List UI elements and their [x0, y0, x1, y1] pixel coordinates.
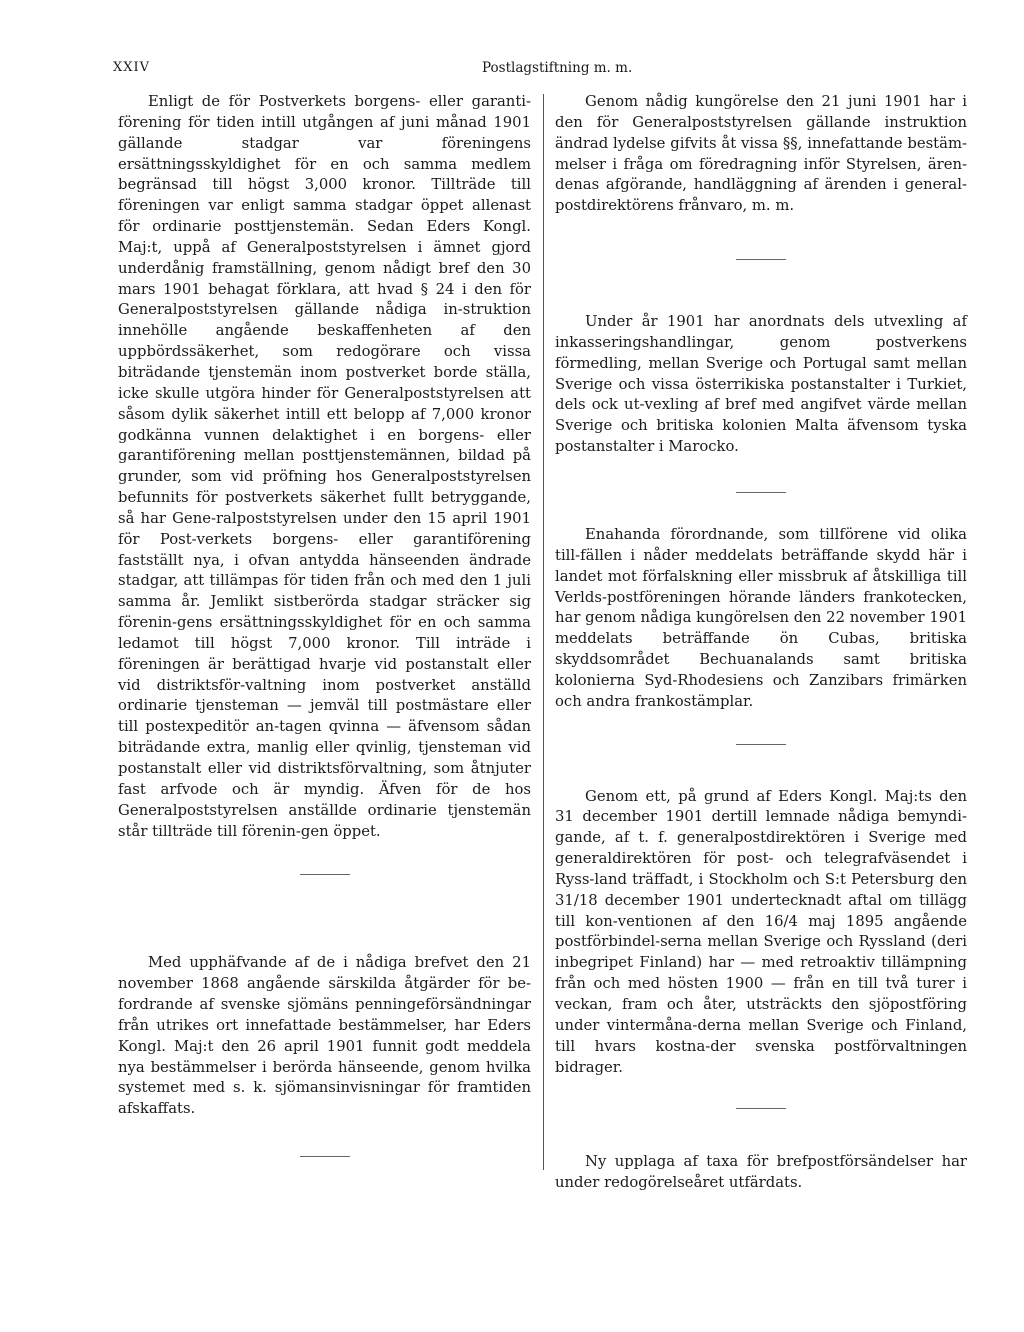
paragraph-sjomansinvisningar: Med upphäfvande af de i nådiga brefvet den 21 november 1868 angående särskilda åtgärder för be-fordrande af svenske sjömäns penningeförsändningar från utrikes ort innefattade bestämmelser, har Eders Kongl. Maj:t den 26 april 1901 funnit godt meddela nya bestämmelser i berörda hänseende, genom hvilka systemet med s. k. sjömansinvisningar för framtiden afskaffats. — [118, 954, 531, 1118]
right-column — [555, 92, 967, 1194]
section-separator — [736, 1108, 786, 1109]
section-separator — [300, 1156, 350, 1157]
section-separator — [736, 744, 786, 745]
page-header — [0, 60, 1024, 84]
paragraph-frankotecken: Enahanda förordnande, som tillförene vid olika till-fällen i nåder meddelats beträffande skydd här i landet mot förfalskning eller missbruk af åtskilliga till Verlds-postföreningen hörande länders frankotecken, har genom nådiga kungörelsen den 22 november 1901 meddelats beträffande ön Cubas, britiska skyddsområdet Bechuanalands samt britiska kolonierna Syd-Rhodesiens och Zanzibars frimärken och andra frankostämplar. — [555, 525, 967, 710]
section-separator — [300, 874, 350, 875]
paragraph-sjopostforing: Genom ett, på grund af Eders Kongl. Maj:ts den 31 december 1901 dertill lemnade nådiga bemyndi-gande, af t. f. generalpostdirektören i Sverige med generaldirektören för post- och telegrafväsendet i Ryss-land träffadt, i Stockholm och S:t Petersburg den 31/18 december 1901 undertecknadt aftal om tillägg till kon-ventionen af den 16/4 maj 1895 angående postförbindel-serna mellan Sverige och Ryssland (deri inbegripet Finland) har — med retroaktiv tillämpning från och med hösten 1900 — från en till två turer i veckan, fram och åter, utsträckts den sjöpostföring under vintermåna-derna mellan Sverige och Finland, till hvars kostna-der svenska postförvaltningen bidrager. — [555, 787, 967, 1076]
page-number: XXIV — [113, 60, 151, 75]
paragraph-instruktion: Genom nådig kungörelse den 21 juni 1901 har i den för Generalpoststyrelsen gällande instruktion ändrad lydelse gifvits åt vissa §§, innefattande bestäm-melser i fråga om föredragning inför Styrelsen, ären-denas afgörande, handläggning af ärenden i general-postdirektörens frånvaro, m. m. — [555, 93, 967, 215]
running-title: Postlagstiftning m. m. — [482, 60, 633, 76]
paragraph-inkasseringshandlingar: Under år 1901 har anordnats dels utvexling af inkasseringshandlingar, genom postverkens förmedling, mellan Sverige och Portugal samt mellan Sverige och vissa österrikiska postanstalter i Turkiet, dels ock ut-vexling af bref med angifvet värde mellan Sverige och britiska kolonien Malta äfvensom tyska postanstalter i Marocko. — [555, 313, 967, 456]
section-separator — [736, 492, 786, 493]
paragraph-borgensforening: Enligt de för Postverkets borgens- eller garanti-förening för tiden intill utgången af juni månad 1901 gällande stadgar var föreningens ersättningsskyldighet för en och samma medlem begränsad till högst 3,000 kronor. Tillträde till föreningen var enligt samma stadgar öppet allenast för ordinarie posttjenstemän. Sedan Eders Kongl. Maj:t, uppå af Generalpoststyrelsen i ämnet gjord underdånig framställning, genom nådigt bref den 30 mars 1901 behagat förklara, att hvad § 24 i den för Generalpoststyrelsen gällande nådiga in-struktion innehölle angående beskaffenheten af den uppbördssäkerhet, som redogörare och vissa biträdande tjenstemän inom postverket borde ställa, icke skulle utgöra hinder för Generalpoststyrelsen att såsom dylik säkerhet intill ett belopp af 7,000 kronor godkänna vunnen delaktighet i en borgens- eller garantiförening mellan posttjenstemännen, bildad på grunder, som vid pröfning hos Generalpoststyrelsen befunnits för postverkets säkerhet fullt betryggande, så har Gene-ralpoststyrelsen under den 15 april 1901 för Post-verkets borgens- eller garantiförening fastställt nya, i ofvan antydda hänseenden ändrade stadgar, att tillämpas för tiden från och med den 1 juli samma år. Jemlikt sistberörda stadgar sträcker sig förenin-gens ersättningsskyldighet för en och samma ledamot till högst 7,000 kronor. Till inträde i föreningen är berättigad hvarje vid postanstalt eller vid distriktsför-valtning inom postverket anställd ordinarie tjensteman — jemväl till postmästare eller till postexpeditör an-tagen qvinna — äfvensom sådan biträdande extra, manlig eller qvinlig, tjensteman vid postanstalt eller vid distriktsförvaltning, som åtnjuter fast arfvode och är myndig. Äfven för de hos Generalpoststyrelsen anställde ordinarie tjenstemän står tillträde till förenin-gen öppet. — [118, 93, 531, 840]
column-divider — [543, 94, 544, 1170]
paragraph-taxa: Ny upplaga af taxa för brefpostförsändelser har under redogörelseåret utfärdats. — [555, 1153, 967, 1192]
left-column — [118, 92, 531, 1157]
section-separator — [736, 259, 786, 260]
